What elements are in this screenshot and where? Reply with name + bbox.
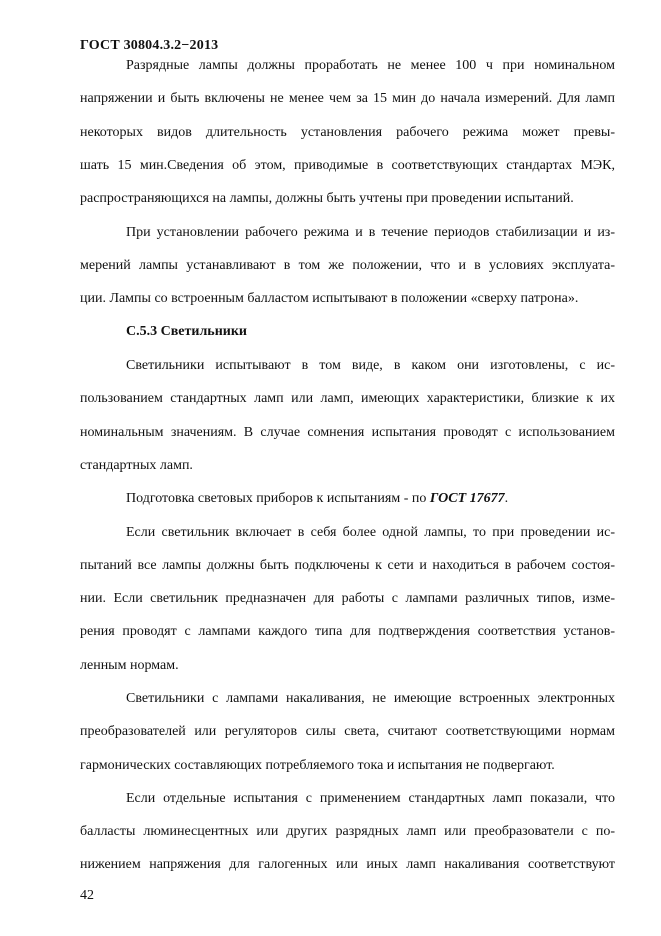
body-line: гармонических составляющих потребляемого тока и испытания не подвергают. bbox=[80, 758, 555, 773]
body-line: Светильники испытывают в том виде, в каком они изготовлены, с ис- bbox=[126, 358, 615, 373]
body-line: номинальным значениям. В случае сомнения испытания проводят с использованием bbox=[80, 425, 615, 440]
body-line: При установлении рабочего режима и в течение периодов стабилизации и из- bbox=[126, 225, 615, 240]
body-line: шать 15 мин.Сведения об этом, приводимые в соответствующих стандартах МЭК, bbox=[80, 158, 615, 173]
body-line: стандартных ламп. bbox=[80, 458, 193, 473]
body-line: пытаний все лампы должны быть подключены к сети и находиться в рабочем состоя- bbox=[80, 558, 615, 573]
body-line: Если отдельные испытания с применением стандартных ламп показали, что bbox=[126, 791, 615, 806]
body-line: некоторых видов длительность установления рабочего режима может превы- bbox=[80, 125, 615, 140]
body-line: ленным нормам. bbox=[80, 658, 179, 673]
body-line: мерений лампы устанавливают в том же положении, что и в условиях эксплуата- bbox=[80, 258, 615, 273]
body-line: нижением напряжения для галогенных или иных ламп накаливания соответствуют bbox=[80, 857, 615, 872]
body-line: Светильники с лампами накаливания, не имеющие встроенных электронных bbox=[126, 691, 615, 706]
body-line: Если светильник включает в себя более одной лампы, то при проведении ис- bbox=[126, 525, 615, 540]
body-line bbox=[126, 491, 615, 507]
body-line: балласты люминесцентных или других разрядных ламп или преобразователи с по- bbox=[80, 824, 615, 839]
body-line: рения проводят с лампами каждого типа для подтверждения соответствия установ- bbox=[80, 624, 615, 639]
body-line: преобразователей или регуляторов силы света, считают соответствующими нормам bbox=[80, 724, 615, 739]
body-line: напряжении и быть включены не менее чем за 15 мин до начала измерений. Для ламп bbox=[80, 91, 615, 106]
body-text: Подготовка световых приборов к испытаниям - по bbox=[126, 491, 427, 506]
document-header: ГОСТ 30804.3.2−2013 bbox=[80, 38, 219, 53]
section-heading: С.5.3 Светильники bbox=[126, 324, 247, 339]
body-line: распространяющихся на лампы, должны быть учтены при проведении испытаний. bbox=[80, 191, 574, 206]
sentence-end: . bbox=[504, 491, 509, 506]
page-number: 42 bbox=[80, 888, 94, 903]
body-line: Разрядные лампы должны проработать не менее 100 ч при номинальном bbox=[126, 58, 615, 73]
body-line: нии. Если светильник предназначен для работы с лампами различных типов, изме- bbox=[80, 591, 615, 606]
body-line: пользованием стандартных ламп или ламп, имеющих характеристики, близкие к их bbox=[80, 391, 615, 406]
body-line: ции. Лампы со встроенным балластом испытывают в положении «сверху патрона». bbox=[80, 291, 579, 306]
standard-reference: ГОСТ 17677 bbox=[429, 491, 505, 506]
